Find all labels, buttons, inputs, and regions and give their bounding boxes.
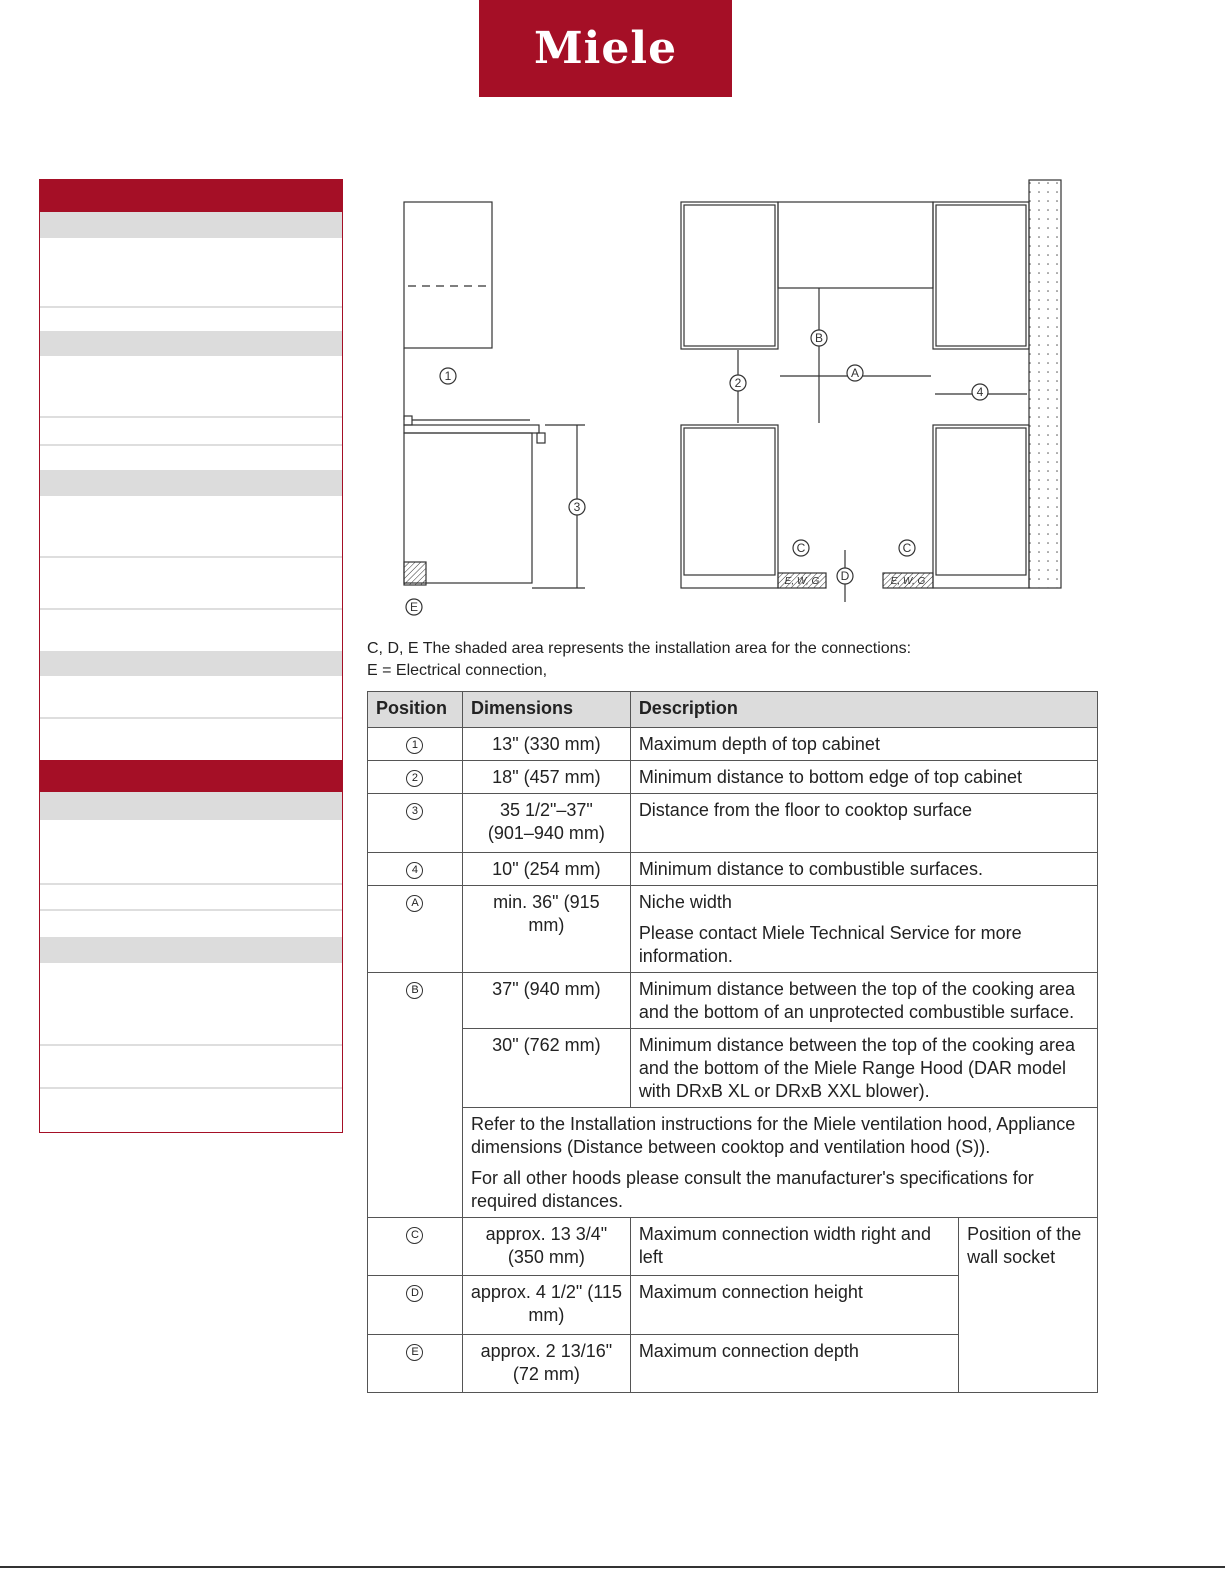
- position-badge: 4: [406, 862, 423, 879]
- description-cell: Minimum distance to bottom edge of top cabinet: [630, 761, 1097, 794]
- dimension-cell: 37" (940 mm): [462, 973, 630, 1029]
- connection-label-right: E, W, G: [890, 576, 926, 587]
- diagram-caption: [367, 638, 911, 682]
- header-position: Position: [368, 692, 463, 728]
- label-2: 2: [734, 376, 742, 390]
- dimension-cell: 35 1/2"–37" (901–940 mm): [462, 794, 630, 853]
- table-row: [368, 853, 1098, 886]
- divider: [40, 1044, 342, 1046]
- table-row: [368, 1108, 1098, 1218]
- label-b: B: [814, 331, 824, 345]
- position-badge: 3: [406, 803, 423, 820]
- caption-line-2: E = Electrical connection,: [367, 662, 548, 679]
- position-badge: 2: [406, 770, 423, 787]
- hood-note: Refer to the Installation instructions for the Miele ventilation hood, Appliance dimensions (Distance between cooktop and ventilation hood (S)).: [470, 1114, 1076, 1157]
- label-1: 1: [444, 369, 452, 383]
- position-badge: E: [406, 1344, 423, 1361]
- description-cell: Maximum connection height: [630, 1276, 958, 1335]
- description-cell: Minimum distance between the top of the cooking area and the bottom of an unprotected combustible surface.: [630, 973, 1097, 1029]
- dimension-cell: 10" (254 mm): [462, 853, 630, 886]
- header-description: Description: [630, 692, 1097, 728]
- label-a: A: [850, 366, 860, 380]
- installation-diagram: [360, 170, 1080, 630]
- label-c-left: C: [796, 541, 806, 555]
- description-cell: Maximum connection depth: [630, 1335, 958, 1393]
- sidebar-spec-panel: [39, 179, 343, 1133]
- dimension-cell: 13" (330 mm): [462, 728, 630, 761]
- divider: [40, 883, 342, 885]
- caption-line-1: The shaded area represents the installation area for the connections:: [422, 640, 912, 657]
- dimension-cell: 30" (762 mm): [462, 1029, 630, 1108]
- description-cell: Niche width: [638, 892, 732, 912]
- description-cell: Distance from the floor to cooktop surface: [630, 794, 1097, 853]
- dimension-cell: min. 36" (915 mm): [462, 886, 630, 973]
- side-view: [404, 202, 585, 588]
- dimension-cell: approx. 4 1/2" (115 mm): [462, 1276, 630, 1335]
- table-row: [368, 1029, 1098, 1108]
- label-3: 3: [573, 500, 581, 514]
- divider: [40, 444, 342, 446]
- table-row: [368, 886, 1098, 973]
- sidebar-row-band: [40, 470, 342, 496]
- description-cell: Maximum depth of top cabinet: [630, 728, 1097, 761]
- dimension-cell: approx. 2 13/16" (72 mm): [462, 1335, 630, 1393]
- table-row: [368, 973, 1098, 1029]
- sidebar-row-band: [40, 651, 342, 676]
- label-c-right: C: [902, 541, 912, 555]
- dimensions-table: [367, 691, 1098, 1393]
- divider: [40, 416, 342, 418]
- position-badge: 1: [406, 737, 423, 754]
- hood-note-other: For all other hoods please consult the manufacturer's specifications for required distances.: [470, 1168, 1034, 1211]
- sidebar-header-band: [40, 179, 342, 212]
- connection-label-left: E, W, G: [784, 576, 820, 587]
- divider: [40, 306, 342, 308]
- label-4: 4: [976, 385, 984, 399]
- table-row: [368, 761, 1098, 794]
- position-badge: C: [406, 1227, 423, 1244]
- divider: [40, 608, 342, 610]
- wall-socket-note: Position of the wall socket: [959, 1218, 1098, 1393]
- sidebar-row-band: [40, 212, 342, 238]
- sidebar-row-band: [40, 331, 342, 356]
- position-badge: A: [406, 895, 423, 912]
- table-row: [368, 794, 1098, 853]
- description-cell: Maximum connection width right and left: [630, 1218, 958, 1276]
- header-dimensions: Dimensions: [462, 692, 630, 728]
- dimension-cell: 18" (457 mm): [462, 761, 630, 794]
- sidebar-row-band: [40, 937, 342, 963]
- miele-logo: Miele: [479, 0, 732, 97]
- table-row: [368, 1218, 1098, 1276]
- divider: [40, 556, 342, 558]
- divider: [40, 717, 342, 719]
- position-badge: D: [406, 1285, 423, 1302]
- footer-divider: [0, 1566, 1225, 1568]
- caption-markers: C, D, E: [367, 640, 419, 657]
- table-row: [368, 728, 1098, 761]
- description-cell: Minimum distance to combustible surfaces.: [630, 853, 1097, 886]
- label-d: D: [840, 569, 850, 583]
- dimension-labels: [406, 330, 988, 615]
- position-badge: B: [406, 982, 423, 999]
- divider: [40, 1087, 342, 1089]
- description-cell: Minimum distance between the top of the cooking area and the bottom of the Miele Range Hood (DAR model with DRxB XL or DRxB XXL blower).: [630, 1029, 1097, 1108]
- description-note: Please contact Miele Technical Service for more information.: [638, 923, 1022, 966]
- sidebar-header-band: [40, 760, 342, 792]
- label-e: E: [409, 600, 419, 614]
- dimension-cell: approx. 13 3/4" (350 mm): [462, 1218, 630, 1276]
- table-header-row: [368, 692, 1098, 728]
- divider: [40, 909, 342, 911]
- sidebar-row-band: [40, 792, 342, 820]
